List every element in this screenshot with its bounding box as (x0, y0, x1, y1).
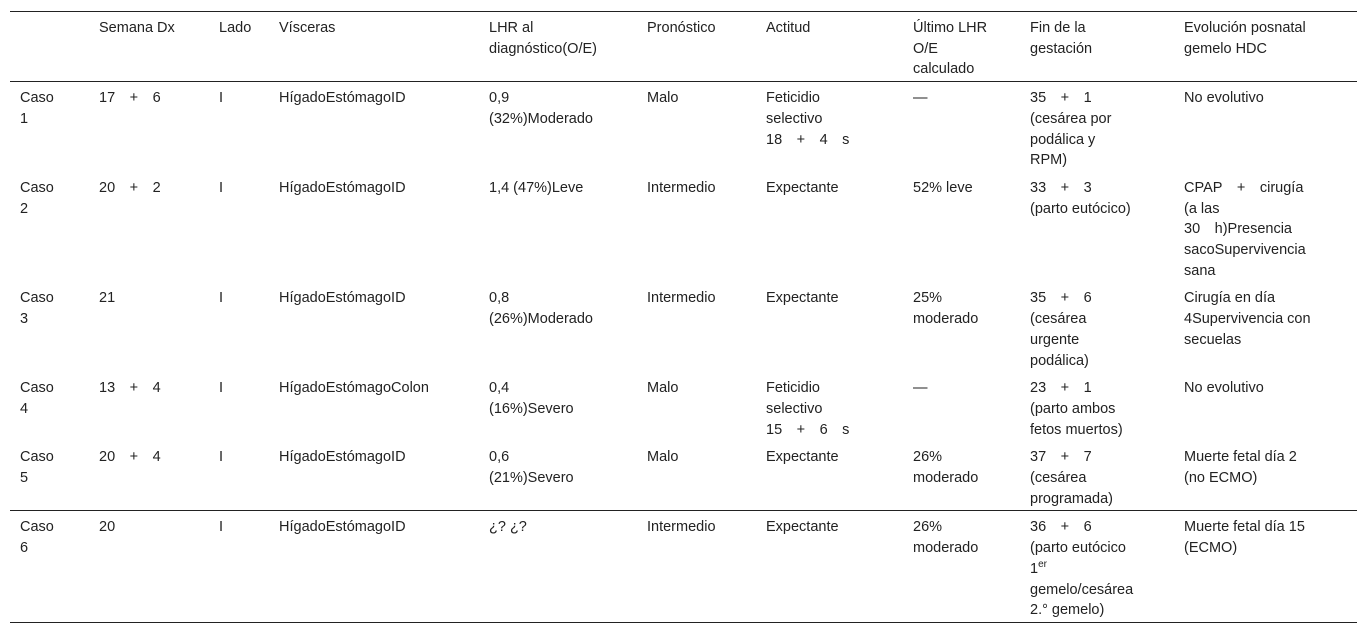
cell-ultimo-lhr (903, 441, 1020, 511)
cell-ultimo-lhr (903, 372, 1020, 441)
cell-semana (89, 441, 209, 511)
cell-fin-gestacion-line: podálica) (1030, 352, 1089, 369)
cell-evolucion-line: Muerte fetal día 15 (1184, 519, 1305, 536)
cell-ultimo-lhr-line: moderado (913, 311, 979, 328)
results-table-wrapper (10, 11, 1357, 623)
cell-pronostico-line: Intermedio (647, 179, 716, 196)
cell-visceras (269, 172, 479, 283)
cell-fin-gestacion (1020, 511, 1174, 623)
cell-lhr-diagnostico-line: 1,4 (47%)Leve (489, 179, 584, 196)
cell-semana-line: 20 + 4 (99, 449, 161, 466)
cell-actitud (756, 282, 903, 372)
cell-lado-line: I (219, 519, 224, 536)
table-row (10, 441, 1357, 511)
cell-lado (209, 282, 269, 372)
cell-lhr-diagnostico (479, 282, 637, 372)
cell-fin-gestacion-line: 36 + 6 (1030, 519, 1092, 536)
cell-ultimo-lhr-line: 26% (913, 519, 943, 536)
cell-semana (89, 282, 209, 372)
header-cell-empty (10, 12, 89, 82)
cell-ultimo-lhr-line: moderado (913, 470, 979, 487)
cell-actitud-line: Feticidio (766, 380, 820, 397)
table-header-row (10, 12, 1357, 82)
cell-evolucion (1174, 511, 1357, 623)
cell-visceras (269, 511, 479, 623)
cell-lhr-diagnostico-line: (26%)Moderado (489, 311, 593, 328)
cell-caso (10, 172, 89, 283)
cell-actitud (756, 82, 903, 172)
cell-caso (10, 82, 89, 172)
cell-ultimo-lhr (903, 172, 1020, 283)
cell-lado (209, 511, 269, 623)
cell-pronostico-line: Intermedio (647, 519, 716, 536)
cell-evolucion-line: No evolutivo (1184, 380, 1264, 397)
header-cell-lado: Lado (219, 20, 252, 36)
cell-visceras-line: HígadoEstómagoID (279, 290, 406, 307)
table-row (10, 511, 1357, 623)
cell-lado (209, 372, 269, 441)
cell-caso (10, 441, 89, 511)
cell-pronostico-line: Malo (647, 90, 679, 107)
cell-lado-line: I (219, 290, 224, 307)
cell-evolucion-line: CPAP + cirugía (1184, 179, 1304, 196)
cell-lhr-diagnostico-line: 0,4 (489, 380, 510, 397)
cell-lhr-diagnostico-line: ¿? ¿? (489, 519, 527, 536)
table-body (10, 82, 1357, 623)
cell-actitud-line: 15 + 6 s (766, 421, 850, 438)
cell-fin-gestacion-line: 35 + 1 (1030, 90, 1092, 107)
cell-ultimo-lhr-line: 52% leve (913, 179, 973, 196)
cell-fin-gestacion-line: fetos muertos) (1030, 421, 1123, 438)
cell-ultimo-lhr-line: — (913, 380, 928, 397)
cell-actitud-line: Expectante (766, 519, 839, 536)
cell-semana-line: 21 (99, 290, 116, 307)
cell-fin-gestacion-line: (cesárea (1030, 470, 1087, 487)
cell-pronostico (637, 441, 756, 511)
cell-pronostico (637, 172, 756, 283)
table-row (10, 82, 1357, 172)
cell-evolucion (1174, 82, 1357, 172)
cell-lado-line: I (219, 179, 224, 196)
cell-fin-gestacion-line: urgente (1030, 331, 1080, 348)
cell-caso-line: 1 (20, 110, 29, 127)
cell-fin-gestacion-line: 35 + 6 (1030, 290, 1092, 307)
cell-fin-gestacion (1020, 82, 1174, 172)
cell-ultimo-lhr (903, 282, 1020, 372)
cell-evolucion-line: sacoSupervivencia (1184, 242, 1306, 259)
cell-caso-line: Caso (20, 380, 54, 397)
cell-actitud (756, 511, 903, 623)
cell-evolucion (1174, 282, 1357, 372)
cell-pronostico (637, 511, 756, 623)
cell-caso-line: Caso (20, 90, 54, 107)
cell-ultimo-lhr-line: moderado (913, 540, 979, 557)
cell-evolucion-line: secuelas (1184, 331, 1242, 348)
cell-actitud (756, 172, 903, 283)
table-row (10, 282, 1357, 372)
cell-visceras-line: HígadoEstómagoID (279, 179, 406, 196)
header-cell-evolucion: Evolución posnatal gemelo HDC (1184, 20, 1306, 57)
cell-evolucion-line: No evolutivo (1184, 90, 1264, 107)
header-cell-pronostico: Pronóstico (647, 20, 716, 36)
cell-lhr-diagnostico-line: (32%)Moderado (489, 110, 593, 127)
cell-actitud (756, 372, 903, 441)
cell-semana (89, 511, 209, 623)
cell-caso-line: Caso (20, 290, 54, 307)
cell-lado-line: I (219, 449, 224, 466)
cell-fin-gestacion-line: 1er (1030, 558, 1047, 577)
cell-lado (209, 82, 269, 172)
cell-caso-line: Caso (20, 519, 54, 536)
cell-evolucion-line: 30 h)Presencia (1184, 221, 1292, 238)
cell-semana-line: 13 + 4 (99, 380, 161, 397)
header-cell-fin-gestacion: Fin de la gestación (1030, 20, 1093, 57)
cell-actitud-line: selectivo (766, 400, 823, 417)
cell-caso-line: Caso (20, 449, 54, 466)
cell-caso (10, 282, 89, 372)
cell-actitud-line: 18 + 4 s (766, 131, 850, 148)
cell-visceras-line: HígadoEstómagoID (279, 90, 406, 107)
cell-fin-gestacion (1020, 282, 1174, 372)
cell-lado (209, 172, 269, 283)
cell-visceras (269, 372, 479, 441)
cell-ultimo-lhr-line: 25% (913, 290, 943, 307)
header-cell-visceras: Vísceras (279, 20, 336, 36)
cell-lhr-diagnostico-line: 0,6 (489, 449, 510, 466)
cell-lhr-diagnostico-line: (21%)Severo (489, 470, 574, 487)
cell-actitud-line: Expectante (766, 290, 839, 307)
cell-fin-gestacion-line: 37 + 7 (1030, 449, 1092, 466)
cell-lhr-diagnostico (479, 172, 637, 283)
cell-evolucion (1174, 441, 1357, 511)
cell-fin-gestacion-line: gemelo/cesárea (1030, 581, 1134, 598)
cell-pronostico (637, 372, 756, 441)
cell-semana-line: 20 + 2 (99, 179, 161, 196)
cell-pronostico-line: Malo (647, 449, 679, 466)
cell-evolucion-line: sana (1184, 262, 1216, 279)
cell-fin-gestacion-line: (parto eutócico) (1030, 200, 1131, 217)
cell-lhr-diagnostico (479, 82, 637, 172)
cell-caso-line: 6 (20, 540, 29, 557)
cell-actitud-line: Expectante (766, 179, 839, 196)
cell-lhr-diagnostico-line: 0,9 (489, 90, 510, 107)
cell-evolucion (1174, 372, 1357, 441)
cell-fin-gestacion-line: (parto ambos (1030, 400, 1116, 417)
cell-pronostico (637, 282, 756, 372)
cell-pronostico-line: Intermedio (647, 290, 716, 307)
results-table (10, 11, 1357, 623)
cell-evolucion (1174, 172, 1357, 283)
cell-visceras (269, 441, 479, 511)
cell-evolucion-line: Muerte fetal día 2 (1184, 449, 1297, 466)
cell-evolucion-line: 4Supervivencia con (1184, 311, 1311, 328)
cell-pronostico-line: Malo (647, 380, 679, 397)
ordinal-superscript: er (1038, 558, 1047, 570)
cell-evolucion-line: (ECMO) (1184, 540, 1238, 557)
cell-lhr-diagnostico (479, 511, 637, 623)
cell-semana (89, 172, 209, 283)
cell-lado-line: I (219, 380, 224, 397)
cell-caso-line: 2 (20, 200, 29, 217)
cell-caso-line: Caso (20, 179, 54, 196)
cell-fin-gestacion-line: RPM) (1030, 152, 1068, 169)
cell-semana (89, 372, 209, 441)
cell-ultimo-lhr-line: 26% (913, 449, 943, 466)
table-row (10, 172, 1357, 283)
cell-lado-line: I (219, 90, 224, 107)
cell-fin-gestacion-line: (parto eutócico (1030, 540, 1126, 557)
cell-fin-gestacion (1020, 172, 1174, 283)
cell-lhr-diagnostico-line: (16%)Severo (489, 400, 574, 417)
cell-visceras (269, 82, 479, 172)
cell-caso (10, 372, 89, 441)
cell-fin-gestacion-line: (cesárea por (1030, 110, 1112, 127)
header-cell-actitud: Actitud (766, 20, 811, 36)
cell-visceras-line: HígadoEstómagoID (279, 519, 406, 536)
cell-lhr-diagnostico (479, 441, 637, 511)
cell-fin-gestacion-line: 33 + 3 (1030, 179, 1092, 196)
cell-lhr-diagnostico (479, 372, 637, 441)
table-row (10, 372, 1357, 441)
cell-lhr-diagnostico-line: 0,8 (489, 290, 510, 307)
cell-pronostico (637, 82, 756, 172)
cell-visceras-line: HígadoEstómagoID (279, 449, 406, 466)
header-cell-semana: Semana Dx (99, 20, 175, 36)
cell-evolucion-line: (a las (1184, 200, 1220, 217)
cell-fin-gestacion (1020, 441, 1174, 511)
cell-fin-gestacion-line: programada) (1030, 490, 1114, 507)
cell-caso-line: 3 (20, 311, 29, 328)
cell-caso-line: 5 (20, 470, 29, 487)
cell-visceras-line: HígadoEstómagoColon (279, 380, 429, 397)
header-cell-ultimo-lhr: Último LHR O/E calculado (913, 20, 988, 78)
cell-fin-gestacion-line: 2.° gemelo) (1030, 602, 1105, 619)
cell-visceras (269, 282, 479, 372)
cell-ultimo-lhr (903, 511, 1020, 623)
cell-semana-line: 17 + 6 (99, 90, 161, 107)
cell-fin-gestacion-line: (cesárea (1030, 311, 1087, 328)
cell-actitud-line: Expectante (766, 449, 839, 466)
cell-fin-gestacion-line: podálica y (1030, 131, 1096, 148)
cell-actitud-line: Feticidio (766, 90, 820, 107)
cell-lado (209, 441, 269, 511)
cell-ultimo-lhr-line: — (913, 90, 928, 107)
cell-caso (10, 511, 89, 623)
cell-evolucion-line: Cirugía en día (1184, 290, 1276, 307)
cell-ultimo-lhr (903, 82, 1020, 172)
cell-fin-gestacion (1020, 372, 1174, 441)
cell-evolucion-line: (no ECMO) (1184, 470, 1258, 487)
cell-fin-gestacion-line: 23 + 1 (1030, 380, 1092, 397)
cell-caso-line: 4 (20, 400, 29, 417)
cell-semana-line: 20 (99, 519, 116, 536)
header-cell-lhr-diagnostico: LHR al diagnóstico(O/E) (489, 20, 597, 57)
cell-actitud-line: selectivo (766, 110, 823, 127)
cell-actitud (756, 441, 903, 511)
cell-semana (89, 82, 209, 172)
